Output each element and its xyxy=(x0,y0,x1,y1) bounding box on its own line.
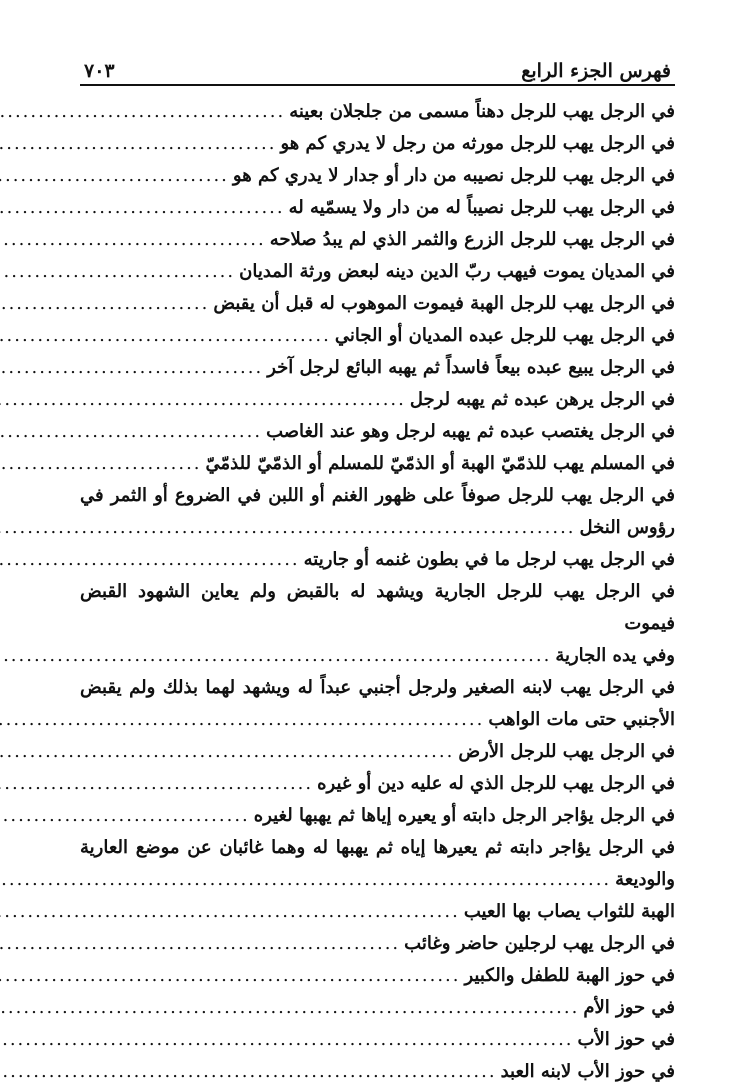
entry-line xyxy=(80,640,675,672)
dot-leader xyxy=(0,128,281,160)
dot-leader xyxy=(0,352,267,384)
entry-title: في الرجل يؤاجر الرجل دابته أو يعيره إياها ثم يهبها لغيره xyxy=(253,805,675,826)
dot-leader xyxy=(0,96,289,128)
entry-line xyxy=(80,704,675,736)
dot-leader xyxy=(0,640,555,672)
header-rule xyxy=(80,84,675,86)
index-entry xyxy=(80,992,675,1024)
dot-leader xyxy=(0,768,317,800)
index-entry xyxy=(80,736,675,768)
entry-title: في الرجل يهب للرجل مورثه من رجل لا يدري كم هو xyxy=(280,133,675,154)
entry-title: في الرجل يهب لرجل ما في بطون غنمه أو جاريته xyxy=(303,549,675,570)
entry-line xyxy=(80,96,675,128)
entry-line xyxy=(80,352,675,384)
entry-title: في الرجل يهب للرجل عبده المديان أو الجاني xyxy=(334,325,675,346)
index-entry xyxy=(80,896,675,928)
index-entry xyxy=(80,192,675,224)
index-entry xyxy=(80,672,675,736)
index-entry xyxy=(80,448,675,480)
entry-title: في الرجل يهب للرجل الزرع والثمر الذي لم يبدُ صلاحه xyxy=(269,229,675,250)
entry-line xyxy=(80,320,675,352)
entry-title: في حوز الأم xyxy=(583,997,675,1018)
entry-title: في المديان يموت فيهب ربّ الدين دينه لبعض ورثة المديان xyxy=(239,261,675,282)
entry-title: في الرجل يهب للرجل الذي له عليه دين أو غيره xyxy=(317,773,675,794)
entry-line xyxy=(80,160,675,192)
entry-line xyxy=(80,512,675,544)
index-entry xyxy=(80,800,675,832)
entry-line xyxy=(80,800,675,832)
entry-title-line: في الرجل يهب لابنه الصغير ولرجل أجنبي عبداً له ويشهد لهما بذلك ولم يقبض xyxy=(80,677,676,698)
dot-leader xyxy=(0,896,464,928)
dot-leader xyxy=(0,800,254,832)
entry-title: رؤوس النخل xyxy=(579,517,675,538)
index-entry xyxy=(80,128,675,160)
dot-leader xyxy=(0,320,335,352)
index-entry xyxy=(80,768,675,800)
entry-title: في حوز الهبة للطفل والكبير xyxy=(464,965,675,986)
entry-line xyxy=(80,288,675,320)
dot-leader xyxy=(0,256,239,288)
entry-line xyxy=(80,736,675,768)
entry-line xyxy=(80,1024,675,1056)
index-entry xyxy=(80,224,675,256)
entry-title: في الرجل يبيع عبده بيعاً فاسداً ثم يهبه البائع لرجل آخر xyxy=(267,357,675,378)
dot-leader xyxy=(0,384,410,416)
entry-line xyxy=(80,128,675,160)
page-header xyxy=(80,52,675,82)
running-title: فهرس الجزء الرابع xyxy=(521,60,671,82)
dot-leader xyxy=(0,288,213,320)
dot-leader xyxy=(0,224,270,256)
index-entry xyxy=(80,544,675,576)
entry-line xyxy=(80,768,675,800)
index-entry xyxy=(80,576,675,672)
index-entry xyxy=(80,96,675,128)
entry-line xyxy=(80,224,675,256)
dot-leader xyxy=(0,960,464,992)
entry-line xyxy=(80,256,675,288)
entry-title: الهبة للثواب يصاب بها العيب xyxy=(463,901,675,922)
dot-leader xyxy=(0,512,580,544)
dot-leader xyxy=(0,1024,578,1056)
entry-line xyxy=(80,992,675,1024)
dot-leader xyxy=(0,416,266,448)
index-entry xyxy=(80,256,675,288)
entry-title: في الرجل يهب للرجل دهناً مسمى من جلجلان بعينه xyxy=(289,101,675,122)
entry-line xyxy=(80,896,675,928)
entry-line xyxy=(80,192,675,224)
dot-leader xyxy=(0,160,233,192)
entry-title: الأجنبي حتى مات الواهب xyxy=(488,709,675,730)
dot-leader xyxy=(0,192,289,224)
index-entry xyxy=(80,384,675,416)
index-entry xyxy=(80,480,675,544)
index-entry xyxy=(80,960,675,992)
index-entry xyxy=(80,1056,675,1088)
index-entry xyxy=(80,160,675,192)
entry-title: في حوز الأب لابنه العبد xyxy=(500,1061,675,1082)
index-entry xyxy=(80,288,675,320)
entry-title-line: في الرجل يهب للرجل الجارية ويشهد له بالقبض ولم يعاين الشهود القبض فيموت xyxy=(80,581,675,634)
entry-line xyxy=(80,1056,675,1088)
entry-title: في الرجل يغتصب عبده ثم يهبه لرجل وهو عند الغاصب xyxy=(266,421,675,442)
entry-title-line: في الرجل يؤاجر دابته ثم يعيرها إياه ثم يهبها له وهما غائبان عن موضع العارية xyxy=(80,837,675,858)
entry-title: في الرجل يهب لرجلين حاضر وغائب xyxy=(404,933,675,954)
entry-title-line: في الرجل يهب للرجل صوفاً على ظهور الغنم أو اللبن في الضروع أو الثمر في xyxy=(80,485,675,506)
index-entry xyxy=(80,1024,675,1056)
entry-title: في الرجل يهب للرجل الأرض xyxy=(458,741,675,762)
entry-title: في الرجل يرهن عبده ثم يهبه لرجل xyxy=(409,389,675,410)
entry-line xyxy=(80,544,675,576)
entry-title: في حوز الأب xyxy=(577,1029,675,1050)
index-entry xyxy=(80,416,675,448)
entry-title: في الرجل يهب للرجل نصيباً له من دار ولا يسمّيه له xyxy=(288,197,675,218)
entry-title: في الرجل يهب للرجل نصيبه من دار أو جدار لا يدري كم هو xyxy=(232,165,675,186)
dot-leader xyxy=(0,704,488,736)
index-entries xyxy=(80,96,675,1088)
entry-line xyxy=(80,928,675,960)
entry-line xyxy=(80,960,675,992)
entry-line xyxy=(80,448,675,480)
entry-title: والوديعة xyxy=(615,869,675,890)
dot-leader xyxy=(0,544,304,576)
index-entry xyxy=(80,352,675,384)
index-entry xyxy=(80,320,675,352)
index-entry xyxy=(80,928,675,960)
page-number: ٧٠٣ xyxy=(84,60,115,82)
entry-line xyxy=(80,384,675,416)
dot-leader xyxy=(0,1056,501,1088)
entry-title: وفي يده الجارية xyxy=(555,645,675,666)
dot-leader xyxy=(0,736,458,768)
dot-leader xyxy=(0,448,206,480)
dot-leader xyxy=(0,992,583,1024)
entry-title: في المسلم يهب للذمّيّ الهبة أو الذمّيّ للمسلم أو الذمّيّ للذمّيّ xyxy=(205,453,675,474)
dot-leader xyxy=(0,864,615,896)
entry-title: في الرجل يهب للرجل الهبة فيموت الموهوب له قبل أن يقبض xyxy=(213,293,675,314)
entry-line xyxy=(80,864,675,896)
entry-line xyxy=(80,416,675,448)
index-entry xyxy=(80,832,675,896)
dot-leader xyxy=(0,928,404,960)
